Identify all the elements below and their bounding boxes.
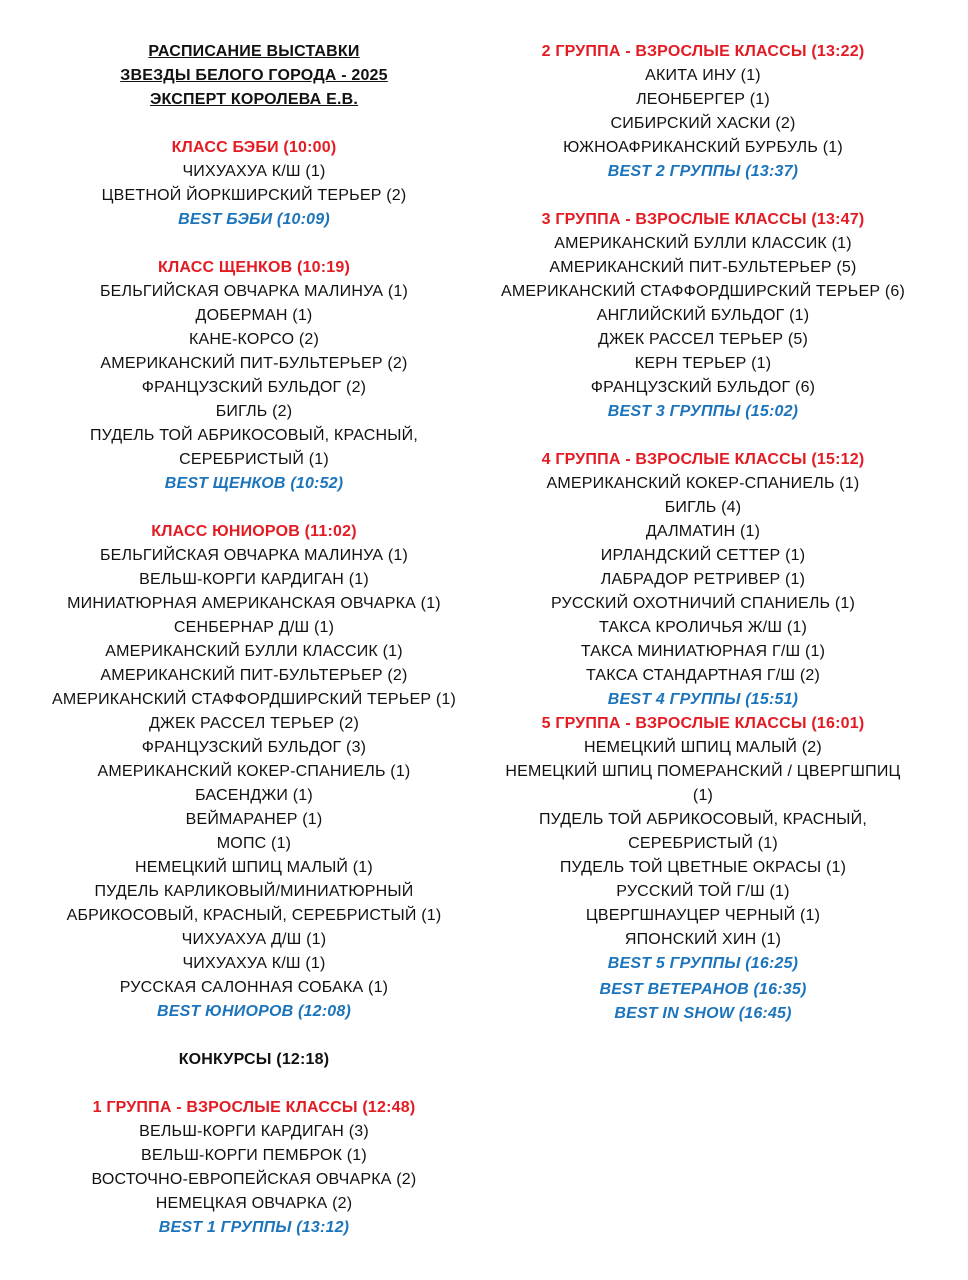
- spacer: [30, 1072, 478, 1096]
- section-heading: 4 ГРУППА - ВЗРОСЛЫЕ КЛАССЫ (15:12): [541, 451, 865, 468]
- breed-entry: АМЕРИКАНСКИЙ КОКЕР-СПАНИЕЛЬ (1): [546, 475, 860, 492]
- breed-entry: ДЖЕК РАССЕЛ ТЕРЬЕР (2): [148, 715, 360, 732]
- breed-entry: СЕРЕБРИСТЫЙ (1): [179, 451, 329, 468]
- breed-entry: ТАКСА МИНИАТЮРНАЯ Г/Ш (1): [580, 643, 826, 660]
- spacer: [30, 1024, 478, 1048]
- breed-entry: ЮЖНОАФРИКАНСКИЙ БУРБУЛЬ (1): [563, 139, 843, 156]
- breed-entry: ЯПОНСКИЙ ХИН (1): [624, 931, 782, 948]
- breed-entry: БЕЛЬГИЙСКАЯ ОВЧАРКА МАЛИНУА (1): [99, 283, 409, 300]
- document-title-line: ЭКСПЕРТ КОРОЛЕВА Е.В.: [149, 91, 359, 108]
- breed-entry: ВЕЛЬШ-КОРГИ КАРДИГАН (1): [139, 571, 369, 588]
- best-in-group-line: BEST ВЕТЕРАНОВ (16:35): [599, 981, 807, 998]
- document-title-line: ЗВЕЗДЫ БЕЛОГО ГОРОДА - 2025: [120, 67, 388, 84]
- breed-entry: СЕРЕБРИСТЫЙ (1): [628, 835, 778, 852]
- breed-entry: ПУДЕЛЬ ТОЙ АБРИКОСОВЫЙ, КРАСНЫЙ,: [538, 811, 867, 828]
- breed-entry: ЦВЕРГШНАУЦЕР ЧЕРНЫЙ (1): [585, 907, 821, 924]
- breed-entry: ЧИХУАХУА К/Ш (1): [182, 163, 326, 180]
- schedule-left-column: [30, 40, 478, 1240]
- section-heading: КЛАСС БЭБИ (10:00): [171, 139, 337, 156]
- best-in-group-line: BEST IN SHOW (16:45): [614, 1005, 792, 1022]
- breed-entry: НЕМЕЦКИЙ ШПИЦ МАЛЫЙ (2): [584, 739, 822, 756]
- best-in-group-line: BEST 3 ГРУППЫ (15:02): [607, 403, 799, 420]
- breed-entry: АКИТА ИНУ (1): [645, 67, 761, 84]
- breed-entry: ЧИХУАХУА К/Ш (1): [182, 955, 326, 972]
- breed-entry: ВОСТОЧНО-ЕВРОПЕЙСКАЯ ОВЧАРКА (2): [91, 1171, 417, 1188]
- spacer: [484, 424, 922, 448]
- spacer: [30, 232, 478, 256]
- document-title-line: РАСПИСАНИЕ ВЫСТАВКИ: [148, 43, 360, 60]
- section-heading: КЛАСС ЮНИОРОВ (11:02): [151, 523, 357, 540]
- breed-entry: НЕМЕЦКАЯ ОВЧАРКА (2): [155, 1195, 353, 1212]
- breed-entry: ВЕЛЬШ-КОРГИ КАРДИГАН (3): [139, 1123, 369, 1140]
- contest-heading: КОНКУРСЫ (12:18): [178, 1051, 330, 1068]
- breed-entry: РУССКИЙ ТОЙ Г/Ш (1): [616, 883, 790, 900]
- best-in-group-line: BEST 4 ГРУППЫ (15:51): [607, 691, 799, 708]
- section-heading: КЛАСС ЩЕНКОВ (10:19): [157, 259, 351, 276]
- best-in-group-line: BEST 5 ГРУППЫ (16:25): [607, 955, 799, 972]
- breed-entry: ТАКСА СТАНДАРТНАЯ Г/Ш (2): [585, 667, 821, 684]
- breed-entry: ФРАНЦУЗСКИЙ БУЛЬДОГ (6): [590, 379, 816, 396]
- breed-entry: ЧИХУАХУА Д/Ш (1): [181, 931, 327, 948]
- breed-entry: НЕМЕЦКИЙ ШПИЦ МАЛЫЙ (1): [135, 859, 373, 876]
- breed-entry: БЕЛЬГИЙСКАЯ ОВЧАРКА МАЛИНУА (1): [99, 547, 409, 564]
- breed-entry: БИГЛЬ (2): [215, 403, 293, 420]
- breed-entry: АМЕРИКАНСКИЙ ПИТ-БУЛЬТЕРЬЕР (5): [549, 259, 857, 276]
- breed-entry: АМЕРИКАНСКИЙ СТАФФОРДШИРСКИЙ ТЕРЬЕР (1): [51, 691, 457, 708]
- breed-entry: ДЖЕК РАССЕЛ ТЕРЬЕР (5): [597, 331, 809, 348]
- breed-entry: БИГЛЬ (4): [664, 499, 742, 516]
- breed-entry: МИНИАТЮРНАЯ АМЕРИКАНСКАЯ ОВЧАРКА (1): [67, 595, 441, 612]
- breed-entry: СИБИРСКИЙ ХАСКИ (2): [610, 115, 796, 132]
- breed-entry: ПУДЕЛЬ ТОЙ АБРИКОСОВЫЙ, КРАСНЫЙ,: [89, 427, 418, 444]
- breed-entry: АМЕРИКАНСКИЙ СТАФФОРДШИРСКИЙ ТЕРЬЕР (6): [500, 283, 906, 300]
- breed-entry: ЛЕОНБЕРГЕР (1): [636, 91, 770, 108]
- breed-entry: ДАЛМАТИН (1): [645, 523, 761, 540]
- breed-entry: КЕРН ТЕРЬЕР (1): [634, 355, 772, 372]
- section-heading: 5 ГРУППА - ВЗРОСЛЫЕ КЛАССЫ (16:01): [541, 715, 865, 732]
- breed-entry: ФРАНЦУЗСКИЙ БУЛЬДОГ (3): [141, 739, 367, 756]
- breed-entry: ВЕЙМАРАНЕР (1): [185, 811, 323, 828]
- best-in-group-line: BEST БЭБИ (10:09): [178, 211, 330, 228]
- breed-entry: АМЕРИКАНСКИЙ ПИТ-БУЛЬТЕРЬЕР (2): [100, 667, 408, 684]
- breed-entry: КАНЕ-КОРСО (2): [188, 331, 320, 348]
- breed-entry: РУССКИЙ ОХОТНИЧИЙ СПАНИЕЛЬ (1): [550, 595, 856, 612]
- best-in-group-line: BEST 2 ГРУППЫ (13:37): [607, 163, 799, 180]
- breed-entry: ТАКСА КРОЛИЧЬЯ Ж/Ш (1): [598, 619, 807, 636]
- best-in-group-line: BEST ЮНИОРОВ (12:08): [157, 1003, 351, 1020]
- spacer: [30, 112, 478, 136]
- breed-entry: НЕМЕЦКИЙ ШПИЦ ПОМЕРАНСКИЙ / ЦВЕРГШПИЦ: [505, 763, 901, 780]
- breed-entry: БАСЕНДЖИ (1): [195, 787, 313, 804]
- breed-entry: ЛАБРАДОР РЕТРИВЕР (1): [600, 571, 806, 588]
- breed-entry: АМЕРИКАНСКИЙ КОКЕР-СПАНИЕЛЬ (1): [97, 763, 411, 780]
- breed-entry: ПУДЕЛЬ КАРЛИКОВЫЙ/МИНИАТЮРНЫЙ: [94, 883, 414, 900]
- section-heading: 3 ГРУППА - ВЗРОСЛЫЕ КЛАССЫ (13:47): [541, 211, 865, 228]
- breed-entry: ДОБЕРМАН (1): [195, 307, 313, 324]
- breed-entry: АМЕРИКАНСКИЙ БУЛЛИ КЛАССИК (1): [105, 643, 403, 660]
- breed-entry: АБРИКОСОВЫЙ, КРАСНЫЙ, СЕРЕБРИСТЫЙ (1): [66, 907, 442, 924]
- breed-entry: ИРЛАНДСКИЙ СЕТТЕР (1): [600, 547, 806, 564]
- breed-entry: МОПС (1): [216, 835, 292, 852]
- breed-entry: РУССКАЯ САЛОННАЯ СОБАКА (1): [119, 979, 389, 996]
- best-in-group-line: BEST 1 ГРУППЫ (13:12): [158, 1219, 350, 1236]
- schedule-right-column: [484, 40, 922, 1026]
- breed-entry: АМЕРИКАНСКИЙ БУЛЛИ КЛАССИК (1): [554, 235, 852, 252]
- section-heading: 2 ГРУППА - ВЗРОСЛЫЕ КЛАССЫ (13:22): [541, 43, 865, 60]
- breed-entry: ЦВЕТНОЙ ЙОРКШИРСКИЙ ТЕРЬЕР (2): [101, 187, 407, 204]
- section-heading: 1 ГРУППА - ВЗРОСЛЫЕ КЛАССЫ (12:48): [92, 1099, 416, 1116]
- best-in-group-line: BEST ЩЕНКОВ (10:52): [164, 475, 344, 492]
- breed-entry: АМЕРИКАНСКИЙ ПИТ-БУЛЬТЕРЬЕР (2): [100, 355, 408, 372]
- spacer: [484, 184, 922, 208]
- breed-entry: (1): [692, 787, 714, 804]
- breed-entry: АНГЛИЙСКИЙ БУЛЬДОГ (1): [596, 307, 810, 324]
- breed-entry: СЕНБЕРНАР Д/Ш (1): [173, 619, 335, 636]
- breed-entry: ФРАНЦУЗСКИЙ БУЛЬДОГ (2): [141, 379, 367, 396]
- breed-entry: ВЕЛЬШ-КОРГИ ПЕМБРОК (1): [141, 1147, 367, 1164]
- breed-entry: ПУДЕЛЬ ТОЙ ЦВЕТНЫЕ ОКРАСЫ (1): [559, 859, 847, 876]
- spacer: [30, 496, 478, 520]
